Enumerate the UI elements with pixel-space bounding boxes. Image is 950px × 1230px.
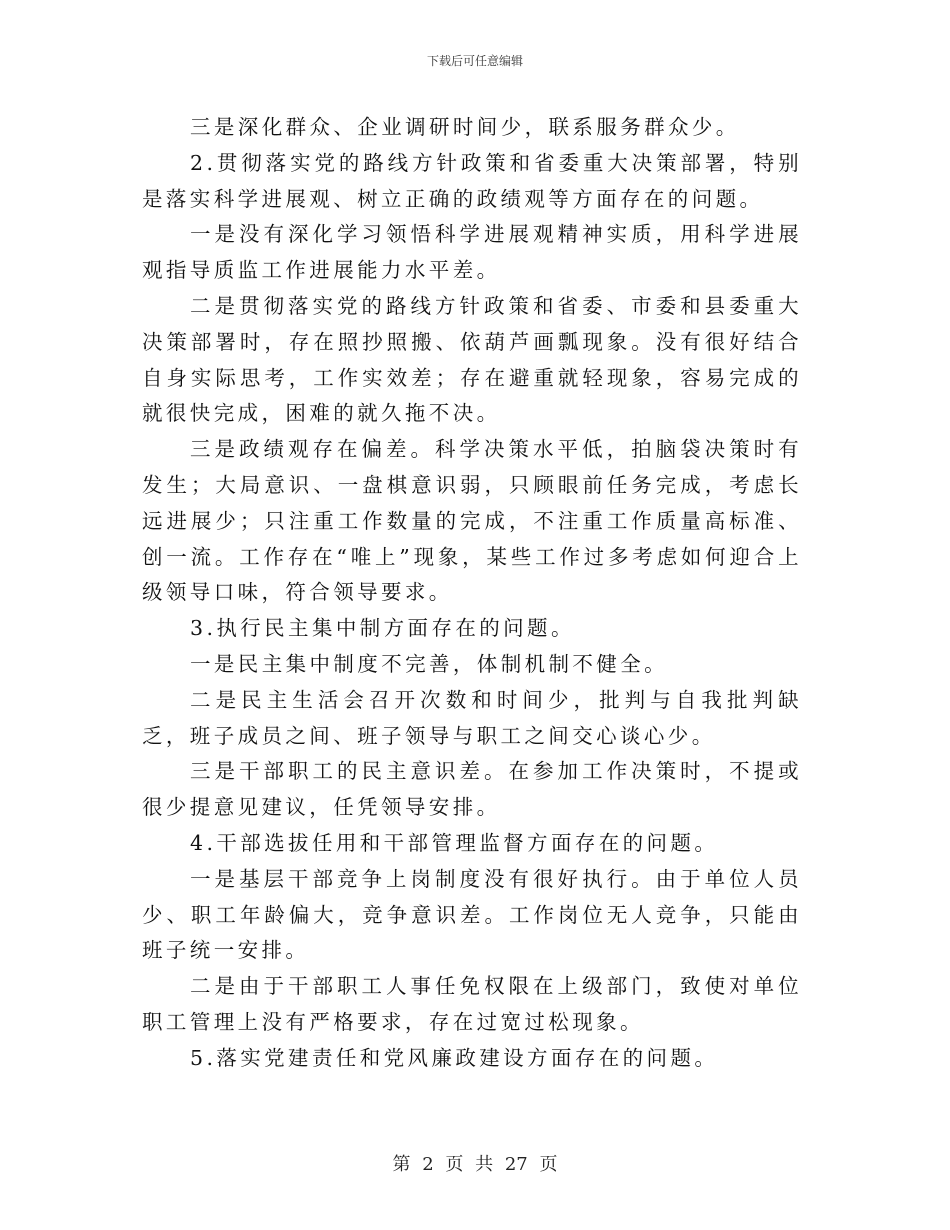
- section-heading: 5.落实党建责任和党风廉政建设方面存在的问题。: [190, 1045, 719, 1070]
- paragraph: 二是贯彻落实党的路线方针政策和省委、市委和县委重大决策部署时，存在照抄照搬、依葫芦画瓢现象。没有很好结合自身实际思考，工作实效差；存在避重就轻现象，容易完成的就很快完成，困难的就久拖不决。: [142, 293, 802, 426]
- paragraph: 一是基层干部竞争上岗制度没有很好执行。由于单位人员少、职工年龄偏大，竞争意识差。工作岗位无人竞争，只能由班子统一安排。: [142, 866, 802, 963]
- section-heading: 2.贯彻落实党的路线方针政策和省委重大决策部署，特别是落实科学进展观、树立正确的政绩观等方面存在的问题。: [142, 150, 802, 211]
- paragraph: 二是由于干部职工人事任免权限在上级部门，致使对单位职工管理上没有严格要求，存在过宽过松现象。: [142, 974, 802, 1034]
- paragraph: 三是深化群众、企业调研时间少，联系服务群众少。: [190, 115, 740, 139]
- paragraph: 二是民主生活会召开次数和时间少，批判与自我批判缺乏，班子成员之间、班子领导与职工之间交心谈心少。: [142, 687, 802, 748]
- document-body: [142, 110, 802, 1077]
- paragraph: 三是政绩观存在偏差。科学决策水平低，拍脑袋决策时有发生；大局意识、一盘棋意识弱，只顾眼前任务完成，考虑长远进展少；只注重工作数量的完成，不注重工作质量高标准、创一流。工作存在“唯上”现象，某些工作过多考虑如何迎合上级领导口味，符合领导要求。: [142, 437, 802, 605]
- page-header-note: 下载后可任意编辑: [426, 54, 523, 68]
- paragraph: 一是没有深化学习领悟科学进展观精神实质，用科学进展观指导质监工作进展能力水平差。: [142, 222, 802, 283]
- section-heading: 3.执行民主集中制方面存在的问题。: [190, 616, 575, 641]
- page-number-footer: 第 2 页 共 27 页: [392, 1154, 558, 1175]
- paragraph: 一是民主集中制度不完善，体制机制不健全。: [190, 651, 668, 676]
- section-heading: 4.干部选拔任用和干部管理监督方面存在的问题。: [190, 830, 719, 855]
- paragraph: 三是干部职工的民主意识差。在参加工作决策时，不提或很少提意见建议，任凭领导安排。: [142, 759, 802, 820]
